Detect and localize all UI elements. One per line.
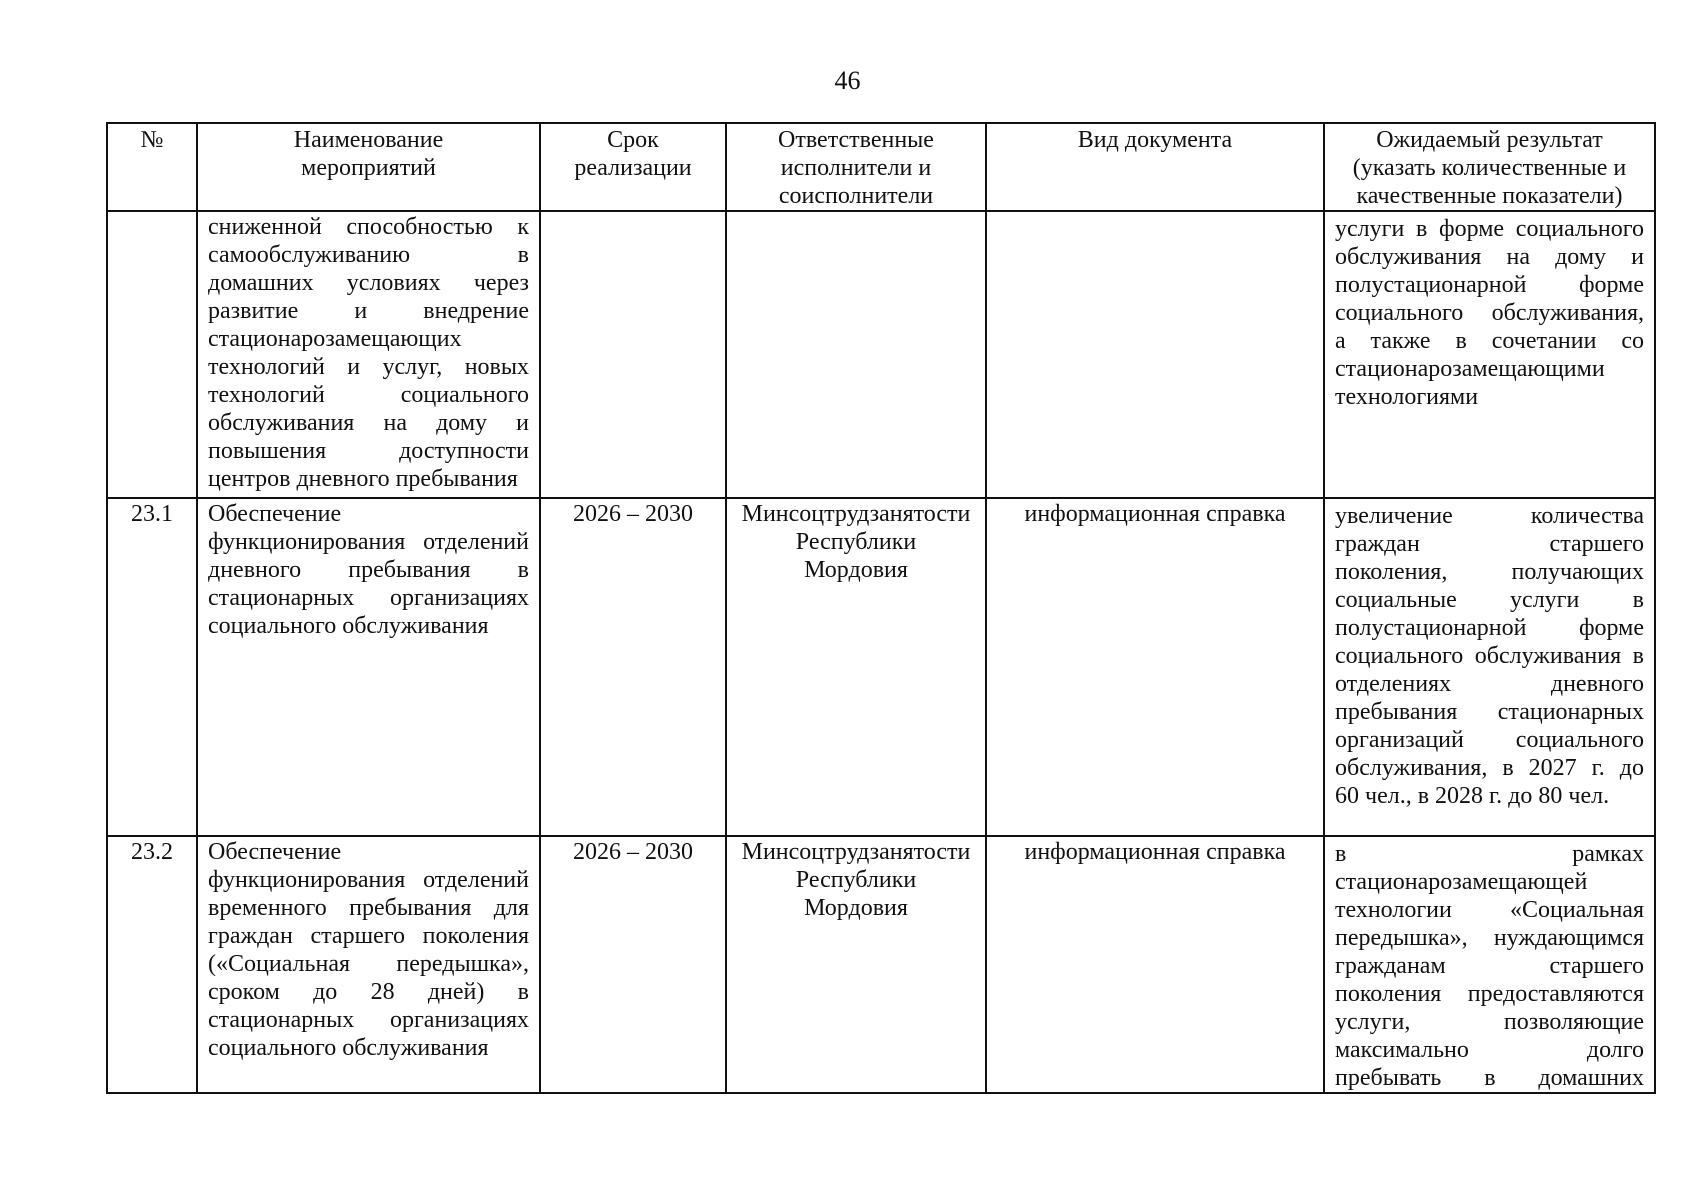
row-num: [107, 211, 197, 498]
table-row: [107, 498, 1655, 836]
row-result: увеличение количества граждан старшего поколения, получающих социальные услуги в полустационарной форме социального обслуживания в отделениях дневного пребывания стационарных организаций социального обслуживания, в 2027 г. до 60 чел., в 2028 г. до 80 чел.: [1324, 498, 1655, 836]
header-result: Ожидаемый результат (указать количественные и качественные показатели): [1324, 123, 1655, 211]
table-header-row: [107, 123, 1655, 211]
header-num: №: [107, 123, 197, 211]
table-row: [107, 211, 1655, 498]
row-responsible: Минсоцтрудзанятости Республики Мордовия: [726, 836, 986, 1093]
row-responsible: [726, 211, 986, 498]
row-num: 23.2: [107, 836, 197, 1093]
row-doc-type: информационная справка: [986, 836, 1324, 1093]
header-doc-type: Вид документа: [986, 123, 1324, 211]
action-plan-table: [106, 122, 1656, 1094]
row-name: сниженной способностью к самообслуживанию в домашних условиях через развитие и внедрение стационарозамещающих технологий и услуг, новых технологий социального обслуживания на дому и повышения доступности центров дневного пребывания: [197, 211, 540, 498]
row-result: услуги в форме социального обслуживания на дому и полустационарной форме социального обслуживания, а также в сочетании со стационарозамещающими технологиями: [1324, 211, 1655, 498]
row-result: в рамках стационарозамещающей технологии «Социальная передышка», нуждающимся гражданам старшего поколения предоставляются услуги, позволяющие максимально долго пребывать в домашних: [1324, 836, 1655, 1093]
row-name: Обеспечение функционирования отделений дневного пребывания в стационарных организациях социального обслуживания: [197, 498, 540, 836]
row-term: 2026 – 2030: [540, 836, 726, 1093]
row-responsible: Минсоцтрудзанятости Республики Мордовия: [726, 498, 986, 836]
row-term: [540, 211, 726, 498]
row-name: Обеспечение функционирования отделений временного пребывания для граждан старшего поколения («Социальная передышка», сроком до 28 дней) в стационарных организациях социального обслуживания: [197, 836, 540, 1093]
row-doc-type: [986, 211, 1324, 498]
header-name: Наименование мероприятий: [197, 123, 540, 211]
table-row: [107, 836, 1655, 1093]
row-doc-type: информационная справка: [986, 498, 1324, 836]
header-responsible: Ответственные исполнители и соисполнители: [726, 123, 986, 211]
row-term: 2026 – 2030: [540, 498, 726, 836]
header-term: Срок реализации: [540, 123, 726, 211]
page-number: 46: [834, 66, 861, 95]
row-num: 23.1: [107, 498, 197, 836]
